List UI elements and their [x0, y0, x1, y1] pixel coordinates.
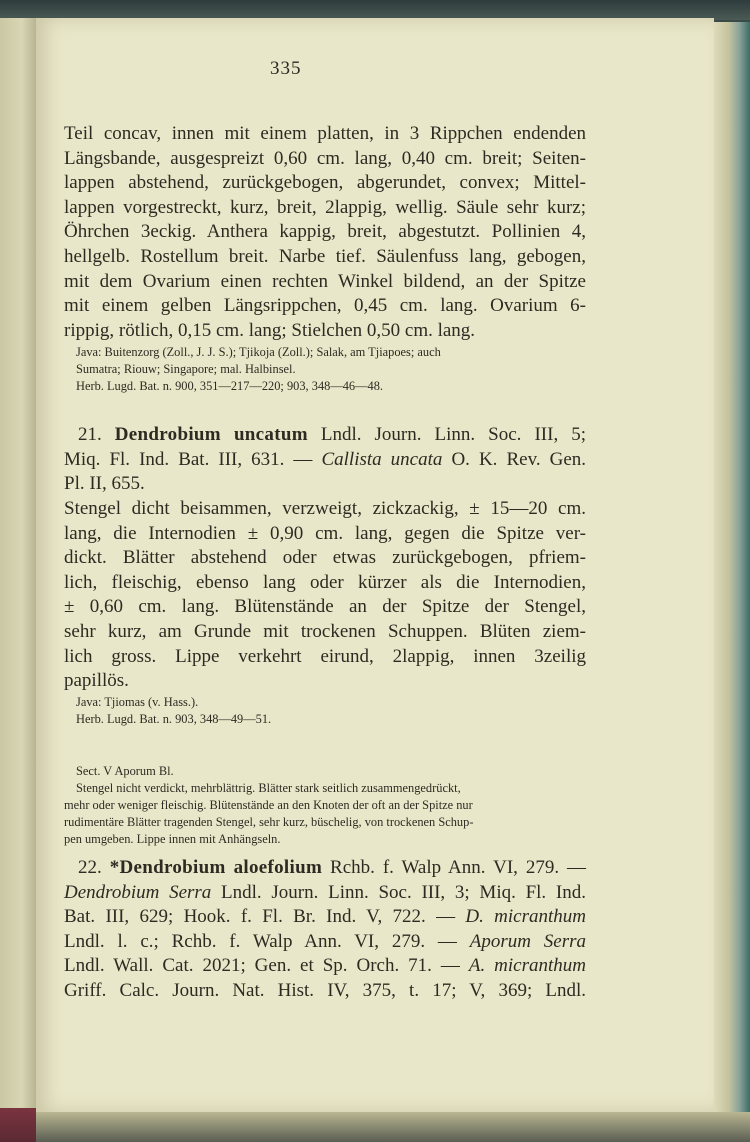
genus-name: Dendrobium [114, 424, 221, 445]
species-name: aloefolium [233, 857, 323, 878]
book-top-edge [0, 0, 750, 20]
citation: Rchb. f. Walp Ann. VI, 279. — [330, 857, 587, 878]
synonym: Aporum Serra [469, 930, 587, 952]
section-text-line: Stengel nicht verdickt, mehrblättrig. Blätter stark seitlich zusammengedrückt, [76, 781, 461, 795]
locality-line: Sumatra; Riouw; Singapore; mal. Halbinsel. [76, 362, 296, 376]
citation-line [64, 954, 586, 979]
text-line: Längsbande, ausgespreizt 0,60 cm. lang, 0,40 cm. breit; Seiten- [64, 147, 586, 169]
citation-line [64, 881, 586, 906]
synonym: Dendrobium Serra [64, 881, 212, 903]
synonym: D. micranthum [465, 906, 586, 928]
species-line [64, 856, 586, 881]
genus-name: *Dendrobium [109, 857, 226, 878]
text-line: lappen abstehend, zurückgebogen, abgerundet, convex; Mittel- [64, 172, 586, 194]
locality-line: Java: Buitenzorg (Zoll., J. J. S.); Tjikoja (Zoll.); Salak, am Tjiapoes; auch [76, 345, 441, 359]
entry-20-description [64, 122, 586, 343]
citation: O. K. Rev. Gen. [451, 448, 587, 470]
page-number: 335 [270, 58, 302, 79]
citation-line: Pl. II, 655. [64, 473, 145, 495]
citation-line [64, 905, 586, 930]
book-gutter [0, 18, 36, 1142]
text-line: dickt. Blätter abstehend oder etwas zurückgebogen, pfriem- [64, 547, 586, 569]
section-text-line: rudimentäre Blätter tragenden Stengel, sehr kurz, büschelig, von trockenen Schup- [64, 815, 474, 829]
herbarium-line: Herb. Lugd. Bat. n. 900, 351—217—220; 903, 348—46—48. [76, 379, 383, 393]
entry-22 [64, 856, 586, 1004]
citation-line [64, 448, 586, 473]
species-number: 22. [78, 857, 102, 878]
citation: Lndl. Journ. Linn. Soc. III, 3; Miq. Fl. Ind. [221, 881, 586, 903]
entry-20-localities [76, 344, 586, 395]
text-line: Öhrchen 3eckig. Anthera kappig, breit, abgestutzt. Pollinien 4, [64, 221, 586, 243]
text-line: papillös. [64, 670, 129, 692]
synonym: A. micranthum [468, 955, 586, 977]
citation-line: Griff. Calc. Journ. Nat. Hist. IV, 375, t. 17; V, 369; Lndl. [64, 979, 586, 1001]
citation: Miq. Fl. Ind. Bat. III, 631. — [64, 448, 313, 470]
section-block [64, 763, 586, 848]
text-line: Stengel dicht beisammen, verzweigt, zickzackig, ± 15—20 cm. [64, 498, 586, 519]
text-line: Teil concav, innen mit einem platten, in 3 Rippchen endenden [64, 123, 586, 144]
entry-21-localities [76, 694, 586, 728]
text-line: mit dem Ovarium einen rechten Winkel bildend, an der Spitze [64, 270, 586, 292]
citation: Lndl. Journ. Linn. Soc. III, 5; [320, 424, 586, 445]
citation: Lndl. l. c.; Rchb. f. Walp Ann. VI, 279. — [64, 930, 457, 952]
text-line: lappen vorgestreckt, kurz, breit, 2lappig, wellig. Säule sehr kurz; [64, 196, 586, 218]
section-text-line: mehr oder weniger fleischig. Blütenstände an den Knoten der oft an der Spitze nur [64, 798, 473, 812]
book-bottom-edge [36, 1112, 750, 1142]
binding-cloth [0, 1108, 36, 1142]
citation: Lndl. Wall. Cat. 2021; Gen. et Sp. Orch. 71. — [64, 955, 460, 977]
page-fore-edge [714, 22, 750, 1112]
entry-21-heading [64, 423, 586, 497]
species-name: uncatum [233, 424, 308, 445]
species-line [64, 423, 586, 448]
text-line: ± 0,60 cm. lang. Blütenstände an der Spitze der Stengel, [64, 596, 586, 618]
locality-line: Java: Tjiomas (v. Hass.). [76, 695, 199, 709]
citation-line [64, 930, 586, 955]
text-line: lich gross. Lippe verkehrt eirund, 2lappig, innen 3zeilig [64, 645, 586, 667]
synonym: Callista uncata [321, 448, 443, 470]
text-line: sehr kurz, am Grunde mit trockenen Schuppen. Blüten ziem- [64, 620, 586, 642]
citation: Bat. III, 629; Hook. f. Fl. Br. Ind. V, 722. — [64, 906, 456, 928]
section-heading: Sect. V Aporum Bl. [76, 764, 174, 778]
text-line: hellgelb. Rostellum breit. Narbe tief. Säulenfuss lang, gebogen, [64, 245, 586, 267]
text-line: lang, die Internodien ± 0,90 cm. lang, gegen die Spitze ver- [64, 522, 586, 544]
text-line: rippig, rötlich, 0,15 cm. lang; Stielchen 0,50 cm. lang. [64, 319, 476, 341]
text-line: mit einem gelben Längsrippchen, 0,45 cm. lang. Ovarium 6- [64, 295, 586, 317]
text-line: lich, fleischig, ebenso lang oder kürzer als die Internodien, [64, 571, 586, 593]
section-text-line: pen umgeben. Lippe innen mit Anhängseln. [64, 832, 281, 846]
entry-21-description [64, 497, 586, 694]
species-number: 21. [78, 424, 102, 445]
herbarium-line: Herb. Lugd. Bat. n. 903, 348—49—51. [76, 712, 272, 726]
